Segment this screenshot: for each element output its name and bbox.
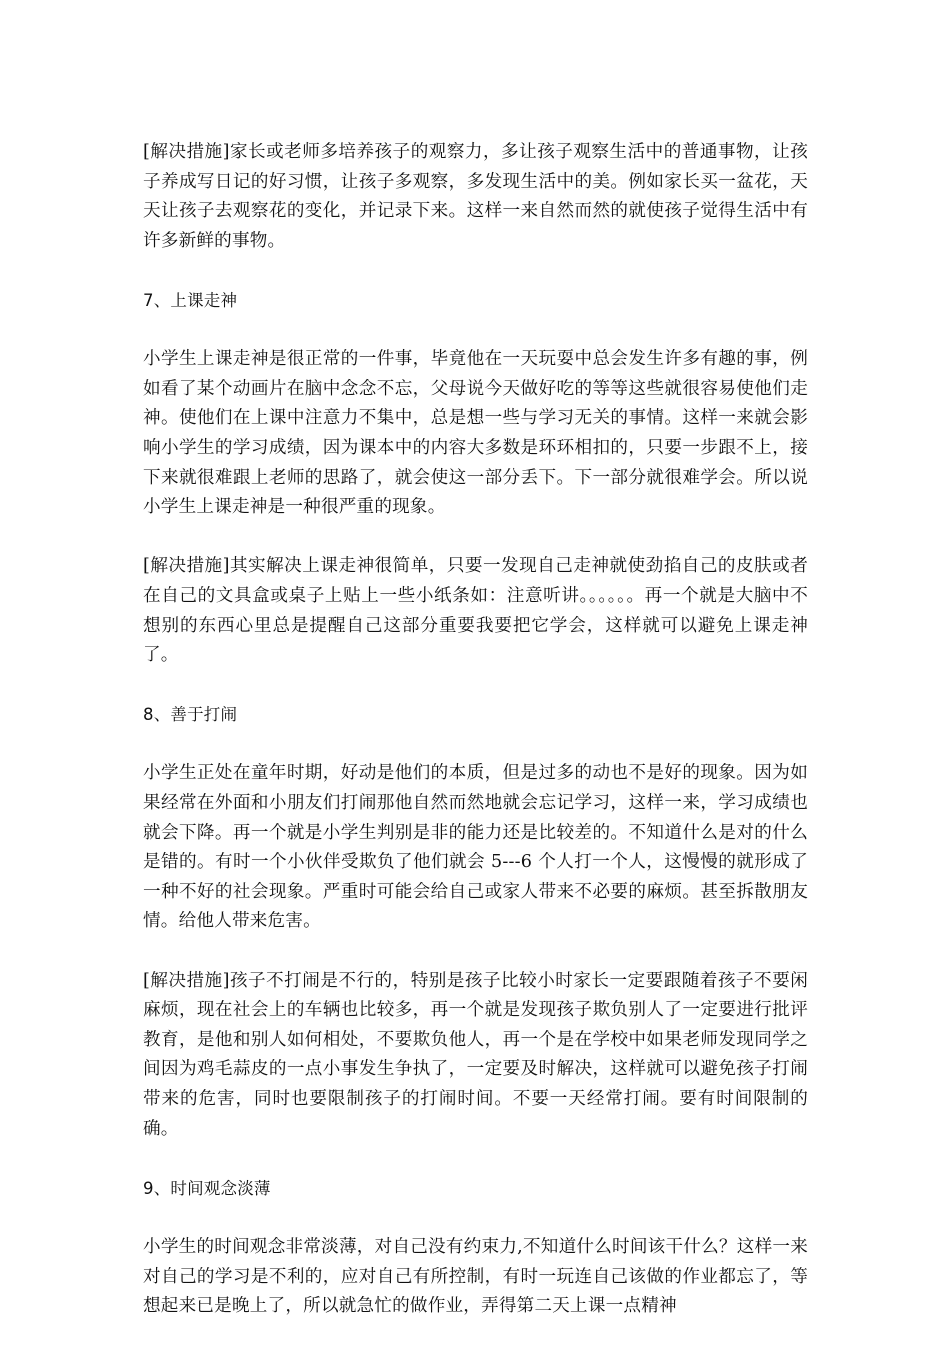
paragraph-solution-observation: [解决措施]家长或老师多培养孩子的观察力，多让孩子观察生活中的普通事物，让孩子养成写日记的好习惯，让孩子多观察，多发现生活中的美。例如家长买一盆花，天天让孩子去观察花的变化，并记录下来。这样一来自然而然的就使孩子觉得生活中有许多新鲜的事物。 <box>143 142 808 251</box>
section-heading-8: 8、善于打闹 <box>143 705 238 725</box>
paragraph-roughhousing: 小学生正处在童年时期，好动是他们的本质，但是过多的动也不是好的现象。因为如果经常在外面和小朋友们打闹那他自然而然地就会忘记学习，这样一来，学习成绩也就会下降。再一个就是小学生判别是非的能力还是比较差的。不知道什么是对的什么是错的。有时一个小伙伴受欺负了他们就会 5---6 个人打一个人，这慢慢的就形成了一种不好的社会现象。严重时可能会给自己或家人带来不必要的麻烦。甚至拆散朋友情。给他人带来危害。 <box>143 763 808 932</box>
section-heading-9: 9、时间观念淡薄 <box>143 1178 271 1198</box>
paragraph-time-awareness: 小学生的时间观念非常淡薄，对自己没有约束力,不知道什么时间该干什么？这样一来对自己的学习是不利的，应对自己有所控制，有时一玩连自己该做的作业都忘了，等想起来已是晚上了，所以就急忙的做作业，弄得第二天上课一点精神 <box>143 1236 808 1317</box>
document-body <box>143 138 808 1351</box>
paragraph-solution-distraction: [解决措施]其实解决上课走神很简单，只要一发现自己走神就使劲掐自己的皮肤或者在自己的文具盒或桌子上贴上一些小纸条如：注意听讲。。。。。。再一个就是大脑中不想别的东西心里总是提醒自己这部分重要我要把它学会，这样就可以避免上课走神了。 <box>143 556 808 666</box>
paragraph-distraction: 小学生上课走神是很正常的一件事，毕竟他在一天玩耍中总会发生许多有趣的事，例如看了某个动画片在脑中念念不忘，父母说今天做好吃的等等这些就很容易使他们走神。使他们在上课中注意力不集中，总是想一些与学习无关的事情。这样一来就会影响小学生的学习成绩，因为课本中的内容大多数是环环相扣的，只要一步跟不上，接下来就很难跟上老师的思路了，就会使这一部分丢下。下一部分就很难学会。所以说小学生上课走神是一种很严重的现象。 <box>143 349 808 518</box>
paragraph-solution-roughhousing: [解决措施]孩子不打闹是不行的，特别是孩子比较小时家长一定要跟随着孩子不要闲麻烦，现在社会上的车辆也比较多，再一个就是发现孩子欺负别人了一定要进行批评教育，是他和别人如何相处，不要欺负他人，再一个是在学校中如果老师发现同学之间因为鸡毛蒜皮的一点小事发生争执了，一定要及时解决，这样就可以避免孩子打闹带来的危害，同时也要限制孩子的打闹时间。不要一天经常打闹。要有时间限制的确。 <box>143 970 808 1139</box>
section-heading-7: 7、上课走神 <box>143 290 238 310</box>
